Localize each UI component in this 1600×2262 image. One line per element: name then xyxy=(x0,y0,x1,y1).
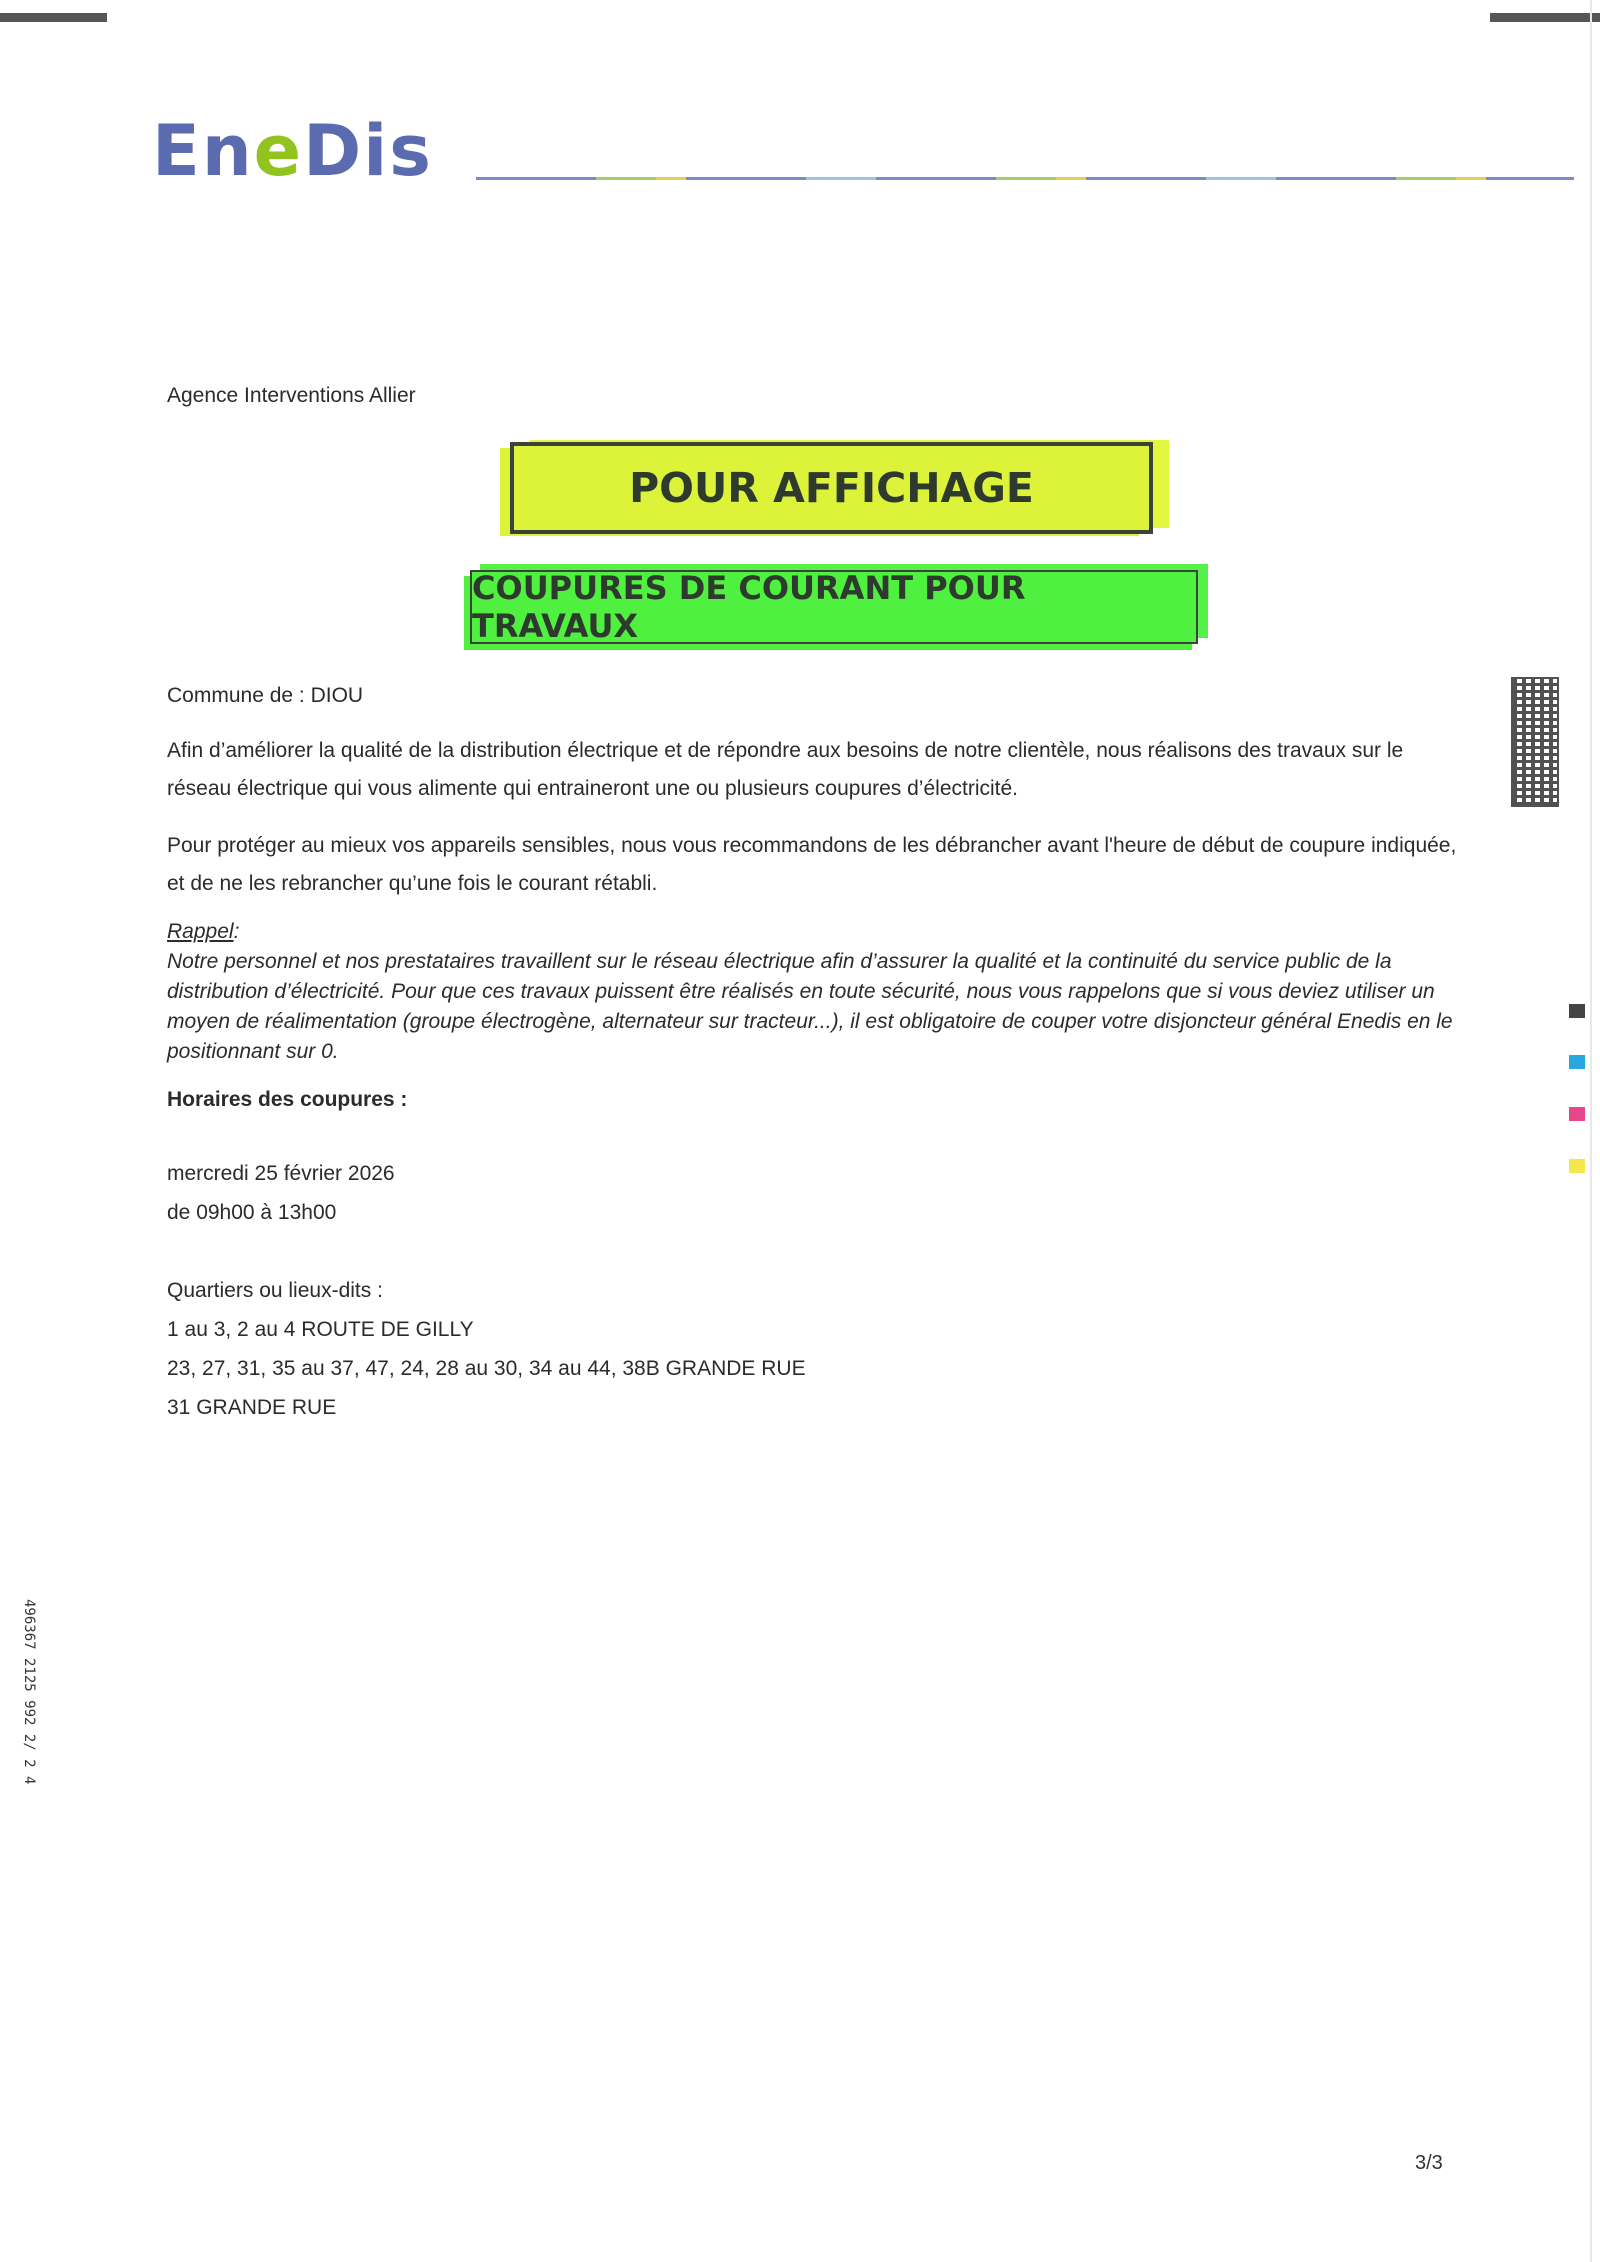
advice-paragraph: Pour protéger au mieux vos appareils sensibles, nous vous recommandons de les débrancher avant l'heure de début de coupure indiquée, et de ne les rebrancher qu’une fois le courant rétabli. xyxy=(167,834,1457,895)
locations-label: Quartiers ou lieux-dits : xyxy=(167,1279,383,1302)
location-item: 31 GRANDE RUE xyxy=(167,1396,337,1419)
print-color-mark-yellow xyxy=(1569,1159,1585,1173)
location-item: 1 au 3, 2 au 4 ROUTE DE GILLY xyxy=(167,1318,474,1341)
corner-print-mark-left xyxy=(0,13,107,22)
subject-banner: COUPURES DE COURANT POUR TRAVAUX xyxy=(470,570,1198,644)
print-color-mark-magenta xyxy=(1569,1107,1585,1121)
page-number: 3/3 xyxy=(1415,2152,1443,2174)
logo-accent-letter: e xyxy=(253,110,304,192)
enedis-logo xyxy=(152,110,433,192)
datamatrix-code xyxy=(1513,679,1557,805)
display-banner: POUR AFFICHAGE xyxy=(510,442,1153,534)
print-color-mark-black xyxy=(1569,1004,1585,1018)
intro-paragraph: Afin d’améliorer la qualité de la distribution électrique et de répondre aux besoins de notre clientèle, nous réalisons des travaux sur le réseau électrique qui vous alimente qui entraineront une ou plusieurs coupures d’électricité. xyxy=(167,739,1404,800)
rappel-colon: : xyxy=(233,920,240,943)
print-color-mark-cyan xyxy=(1569,1055,1585,1069)
rappel-body: Notre personnel et nos prestataires travaillent sur le réseau électrique afin d’assurer la qualité et la continuité du service public de la distribution d’électricité. Pour que ces travaux puissent être réalisés en toute sécurité, nous vous rappelons que si vous deviez utiliser un moyen de réalimentation (groupe électrogène, alternateur sur tracteur...), il est obligatoire de couper votre disjoncteur général Enedis en le positionnant sur 0. xyxy=(167,950,1453,1063)
schedule-heading: Horaires des coupures : xyxy=(167,1088,408,1111)
rappel-title: Rappel xyxy=(167,920,234,943)
logo-text-end: Dis xyxy=(303,110,433,192)
side-tracking-code: 496367 2125 992 2/ 2 4 xyxy=(21,1599,37,1785)
outage-time: de 09h00 à 13h00 xyxy=(167,1201,337,1224)
outage-date: mercredi 25 février 2026 xyxy=(167,1162,395,1185)
corner-print-mark-right xyxy=(1490,13,1600,22)
rappel-heading xyxy=(167,917,239,947)
commune-line: Commune de : DIOU xyxy=(167,684,364,707)
location-item: 23, 27, 31, 35 au 37, 47, 24, 28 au 30, 34 au 44, 38B GRANDE RUE xyxy=(167,1357,806,1380)
header-divider xyxy=(476,177,1574,180)
agency-name: Agence Interventions Allier xyxy=(167,384,416,407)
logo-text-start: En xyxy=(152,110,254,192)
page-edge xyxy=(1590,0,1592,2262)
